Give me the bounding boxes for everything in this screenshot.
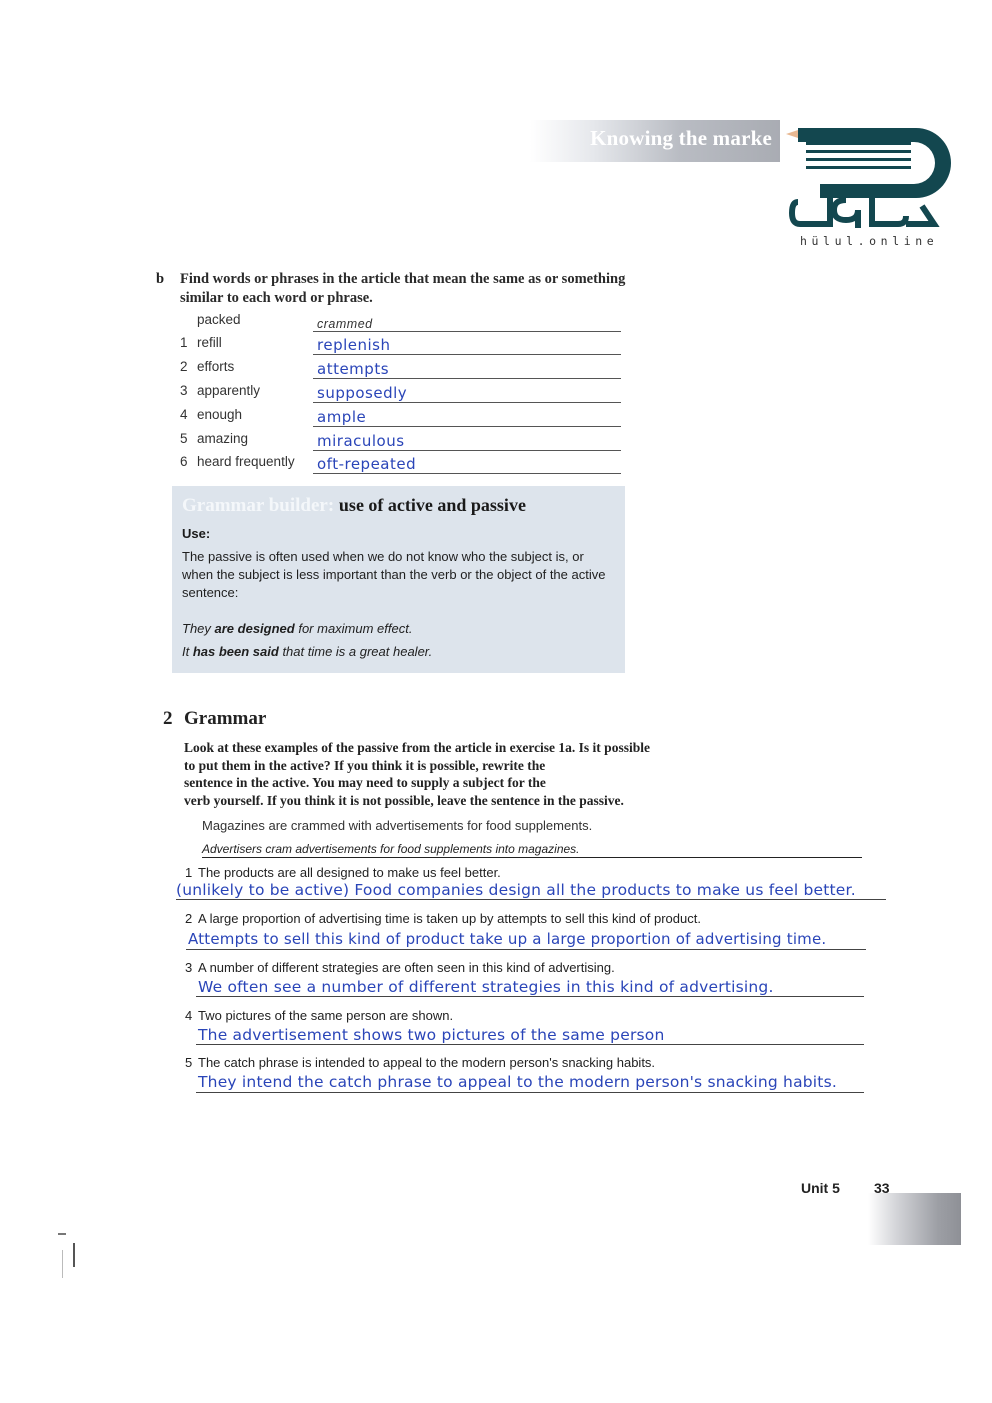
vocab-answer-field[interactable]: ample — [317, 408, 367, 426]
logo-url-text: hülul.online — [800, 234, 939, 248]
vocab-number: 5 — [180, 431, 188, 446]
section-title: Knowing the marke — [590, 126, 772, 150]
vocab-number: 4 — [180, 407, 188, 422]
answer-line — [313, 402, 621, 403]
vocab-number: 1 — [180, 335, 188, 350]
grammar-question: 2 A large proportion of advertising time is taken up by attempts to sell this kind of product. — [185, 911, 701, 926]
answer-line — [313, 354, 621, 355]
vocab-answer-field[interactable]: miraculous — [317, 432, 405, 450]
example-question: Magazines are crammed with advertisements for food supplements. — [202, 818, 593, 833]
grammar-question: 1 The products are all designed to make us feel better. — [185, 865, 501, 880]
vocab-row — [180, 405, 630, 429]
section-header-band — [530, 120, 780, 162]
vocab-number: 3 — [180, 383, 188, 398]
vocab-row — [180, 452, 630, 476]
page-number: 33 — [874, 1180, 890, 1196]
vocab-row — [180, 381, 630, 405]
grammar-builder-box — [172, 486, 625, 673]
footer-band — [868, 1193, 961, 1245]
vocab-word: refill — [197, 335, 222, 350]
margin-mark — [58, 1233, 66, 1235]
answer-line — [313, 426, 621, 427]
section-heading: Grammar — [184, 708, 267, 729]
vocab-answer-field[interactable]: crammed — [317, 317, 373, 331]
grammar-builder-heading — [182, 495, 526, 517]
answer-line — [196, 996, 864, 997]
grammar-answer-field[interactable]: The advertisement shows two pictures of the same person — [198, 1026, 665, 1044]
answer-line — [196, 1092, 864, 1093]
grammar-builder-label: Grammar builder: — [182, 495, 335, 516]
grammar-instruction: Look at these examples of the passive from the article in exercise 1a. Is it possible to put them in the active? If you think it is possible, rewrite the sentence in the active. You may need to supply a subject for the verb yourself. If you think it is not possible, leave the sentence in the passive. — [184, 740, 650, 808]
vocab-row — [180, 357, 630, 381]
book-pencil-logo-icon — [786, 128, 956, 248]
answer-line — [313, 331, 621, 332]
answer-line — [313, 473, 621, 474]
vocab-number: 6 — [180, 454, 188, 469]
vocab-row — [180, 310, 630, 334]
grammar-question: 5 The catch phrase is intended to appeal to the modern person's snacking habits. — [185, 1055, 656, 1070]
exercise-letter: b — [156, 271, 165, 287]
answer-line — [313, 378, 621, 379]
grammar-answer-field[interactable]: Attempts to sell this kind of product take up a large proportion of advertising time. — [188, 930, 827, 948]
grammar-question: 4 Two pictures of the same person are shown. — [185, 1008, 454, 1023]
vocab-word: packed — [197, 312, 241, 327]
answer-line — [196, 1044, 864, 1045]
section-number: 2 — [163, 708, 173, 729]
answer-line — [176, 899, 886, 900]
example-answer: Advertisers cram advertisements for food supplements into magazines. — [202, 842, 862, 858]
margin-mark — [73, 1243, 75, 1267]
vocab-word: enough — [197, 407, 243, 422]
answer-line — [186, 949, 866, 950]
vocab-word: heard frequently — [197, 454, 295, 469]
vocab-answer-field[interactable]: oft-repeated — [317, 455, 417, 473]
grammar-builder-title: use of active and passive — [338, 495, 526, 515]
exercise-instruction: Find words or phrases in the article that mean the same as or something similar to each word or phrase. — [180, 271, 626, 306]
vocab-number: 2 — [180, 359, 188, 374]
vocab-word: apparently — [197, 383, 261, 398]
grammar-example: They are designed for maximum effect. — [182, 621, 413, 636]
grammar-answer-field[interactable]: We often see a number of different strategies in this kind of advertising. — [198, 978, 774, 996]
vocab-answer-field[interactable]: replenish — [317, 336, 391, 354]
answer-line — [313, 450, 621, 451]
vocab-word: amazing — [197, 431, 249, 446]
vocab-answer-field[interactable]: attempts — [317, 360, 390, 378]
grammar-answer-field[interactable]: They intend the catch phrase to appeal to the modern person's snacking habits. — [198, 1073, 837, 1091]
vocab-row — [180, 429, 630, 453]
grammar-example: It has been said that time is a great healer. — [182, 644, 433, 659]
margin-mark — [62, 1250, 63, 1278]
vocab-word: efforts — [197, 359, 235, 374]
use-label: Use: — [182, 526, 211, 541]
grammar-answer-field[interactable]: (unlikely to be active) Food companies design all the products to make us feel better. — [176, 881, 856, 899]
grammar-question: 3 A number of different strategies are often seen in this kind of advertising. — [185, 960, 615, 975]
vocab-answer-field[interactable]: supposedly — [317, 384, 408, 402]
grammar-builder-body: The passive is often used when we do not know who the subject is, or when the subject is less important than the verb or the object of the active sentence: — [182, 549, 606, 600]
vocab-row — [180, 333, 630, 357]
unit-label: Unit 5 — [801, 1180, 840, 1196]
